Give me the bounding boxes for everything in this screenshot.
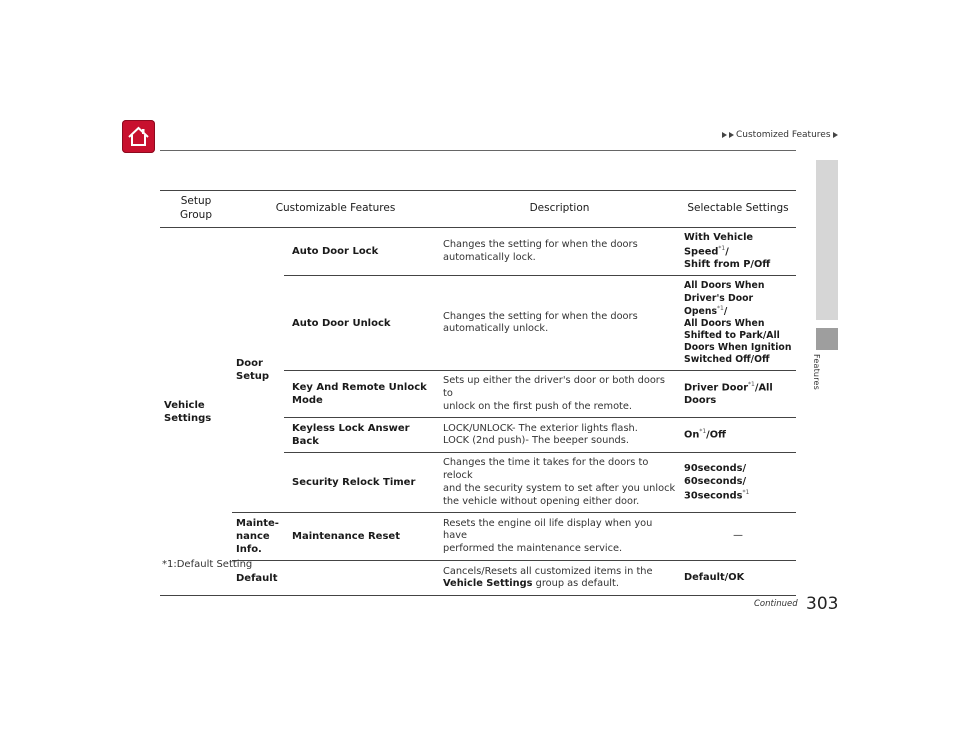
column-header: Customizable Features [232,191,439,228]
customized-features-table [160,190,796,596]
chevron-right-icon [722,132,727,138]
feature-description: Sets up either the driver's door or both doors to unlock on the first push of the remote. [439,371,680,418]
feature-description: Changes the setting for when the doors automatically lock. [439,228,680,276]
column-header: Setup Group [160,191,232,228]
feature-description: Cancels/Resets all customized items in the Vehicle Settings group as default. [439,561,680,596]
selectable-settings: Default/OK [680,561,796,596]
feature-description: Resets the engine oil life display when you have performed the maintenance service. [439,513,680,561]
feature-description: Changes the time it takes for the doors to relock and the security system to set after you unlock the vehicle without opening either door. [439,453,680,513]
side-tab-marker[interactable] [816,328,838,350]
subgroup-default: Default [232,561,439,596]
table-row [160,228,796,276]
column-header: Description [439,191,680,228]
selectable-settings: All Doors When Driver's Door Opens$^{*1}$/ All Doors When Shifted to Park/All Doors When Ignition Switched Off/Off [680,276,796,371]
selectable-settings: Driver Door$^{*1}$/All Doors [680,371,796,418]
feature-name: Maintenance Reset [284,513,439,561]
subgroup-maintenance-info: Mainte- nance Info. [232,513,284,561]
feature-name: Key And Remote Unlock Mode [284,371,439,418]
setup-group-cell: Vehicle Settings [160,228,232,596]
chevron-right-icon [833,132,838,138]
header-divider [160,150,796,151]
selectable-settings: On$^{*1}$/Off [680,418,796,453]
page-number: 303 [806,594,839,614]
home-icon[interactable] [122,120,155,153]
feature-description: LOCK/UNLOCK- The exterior lights flash. LOCK (2nd push)- The beeper sounds. [439,418,680,453]
breadcrumb-label: Customized Features [736,130,831,140]
feature-name: Keyless Lock Answer Back [284,418,439,453]
column-header: Selectable Settings [680,191,796,228]
feature-name: Auto Door Unlock [284,276,439,371]
footnote: *1:Default Setting [162,559,253,570]
feature-name: Security Relock Timer [284,453,439,513]
table-header-row [160,191,796,228]
continued-label: Continued [754,599,798,609]
selectable-settings: — [680,513,796,561]
subgroup-door-setup: Door Setup [232,228,284,513]
feature-description: Changes the setting for when the doors automatically unlock. [439,276,680,371]
table-row [160,513,796,561]
table-row [160,561,796,596]
selectable-settings: With Vehicle Speed$^{*1}$/ Shift from P/Off [680,228,796,276]
chevron-right-icon [729,132,734,138]
selectable-settings: 90seconds/ 60seconds/ 30seconds$^{*1}$ [680,453,796,513]
side-tab-strip [816,160,838,320]
breadcrumb[interactable] [722,130,838,140]
feature-name: Auto Door Lock [284,228,439,276]
section-label: Features [812,354,821,390]
